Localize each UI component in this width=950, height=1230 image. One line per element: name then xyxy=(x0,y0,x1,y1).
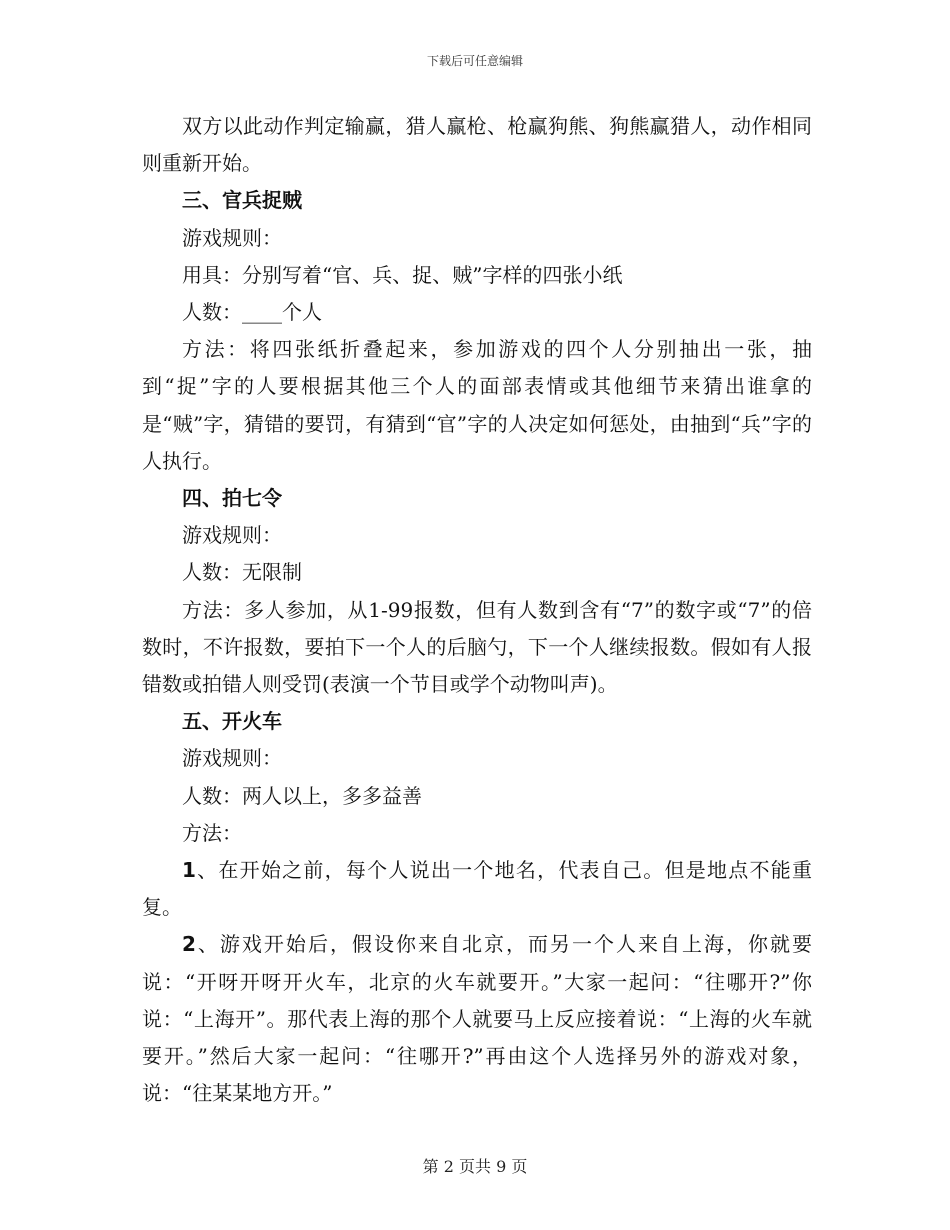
rules-label: 游戏规则： xyxy=(182,225,282,250)
step-number: 2 xyxy=(182,932,196,957)
step-paragraph-1 xyxy=(142,852,812,926)
page-footer: 第 2 页共 9 页 xyxy=(422,1157,528,1176)
page-header: 下载后可任意编辑 xyxy=(426,54,523,68)
document-body xyxy=(142,108,812,1112)
tools-line: 用具：分别写着“官、兵、捉、贼”字样的四张小纸 xyxy=(182,262,623,287)
method-label: 方法： xyxy=(182,820,242,845)
method-paragraph: 方法：多人参加，从1-99报数，但有人数到含有“7”的数字或“7”的倍数时，不许报数，要拍下一个人的后脑勺，下一个人继续报数。假如有人报错数或拍错人则受罚(表演一个节目或学个动物叫声)。 xyxy=(142,597,812,697)
step-text: 、在开始之前，每个人说出一个地名，代表自己。但是地点不能重复。 xyxy=(142,858,812,920)
method-paragraph: 方法：将四张纸折叠起来，参加游戏的四个人分别抽出一张，抽到“捉”字的人要根据其他三个人的面部表情或其他细节来猜出谁拿的是“贼”字，猜错的要罚，有猜到“官”字的人决定如何惩处，由抽到“兵”字的人执行。 xyxy=(142,337,812,473)
rules-label: 游戏规则： xyxy=(182,523,282,548)
people-line: 人数：无限制 xyxy=(182,560,302,585)
step-paragraph-2 xyxy=(142,926,812,1112)
people-line: 人数：____个人 xyxy=(182,300,322,325)
paragraph-continued: 双方以此动作判定输赢，猎人赢枪、枪赢狗熊、狗熊赢猎人，动作相同则重新开始。 xyxy=(142,114,812,176)
section-heading-4: 四、拍七令 xyxy=(182,486,282,511)
step-text: 、游戏开始后，假设你来自北京，而另一个人来自上海，你就要说：“开呀开呀开火车，北京的火车就要开。”大家一起问：“往哪开?”你说：“上海开”。那代表上海的那个人就要马上反应接着说：“上海的火车就要开。”然后大家一起问：“往哪开?”再由这个人选择另外的游戏对象，说：“往某某地方开。” xyxy=(142,932,812,1106)
section-heading-3: 三、官兵捉贼 xyxy=(182,188,302,213)
section-heading-5: 五、开火车 xyxy=(182,709,282,734)
people-line: 人数：两人以上，多多益善 xyxy=(182,783,422,808)
rules-label: 游戏规则： xyxy=(182,746,282,771)
step-number: 1 xyxy=(182,858,196,883)
